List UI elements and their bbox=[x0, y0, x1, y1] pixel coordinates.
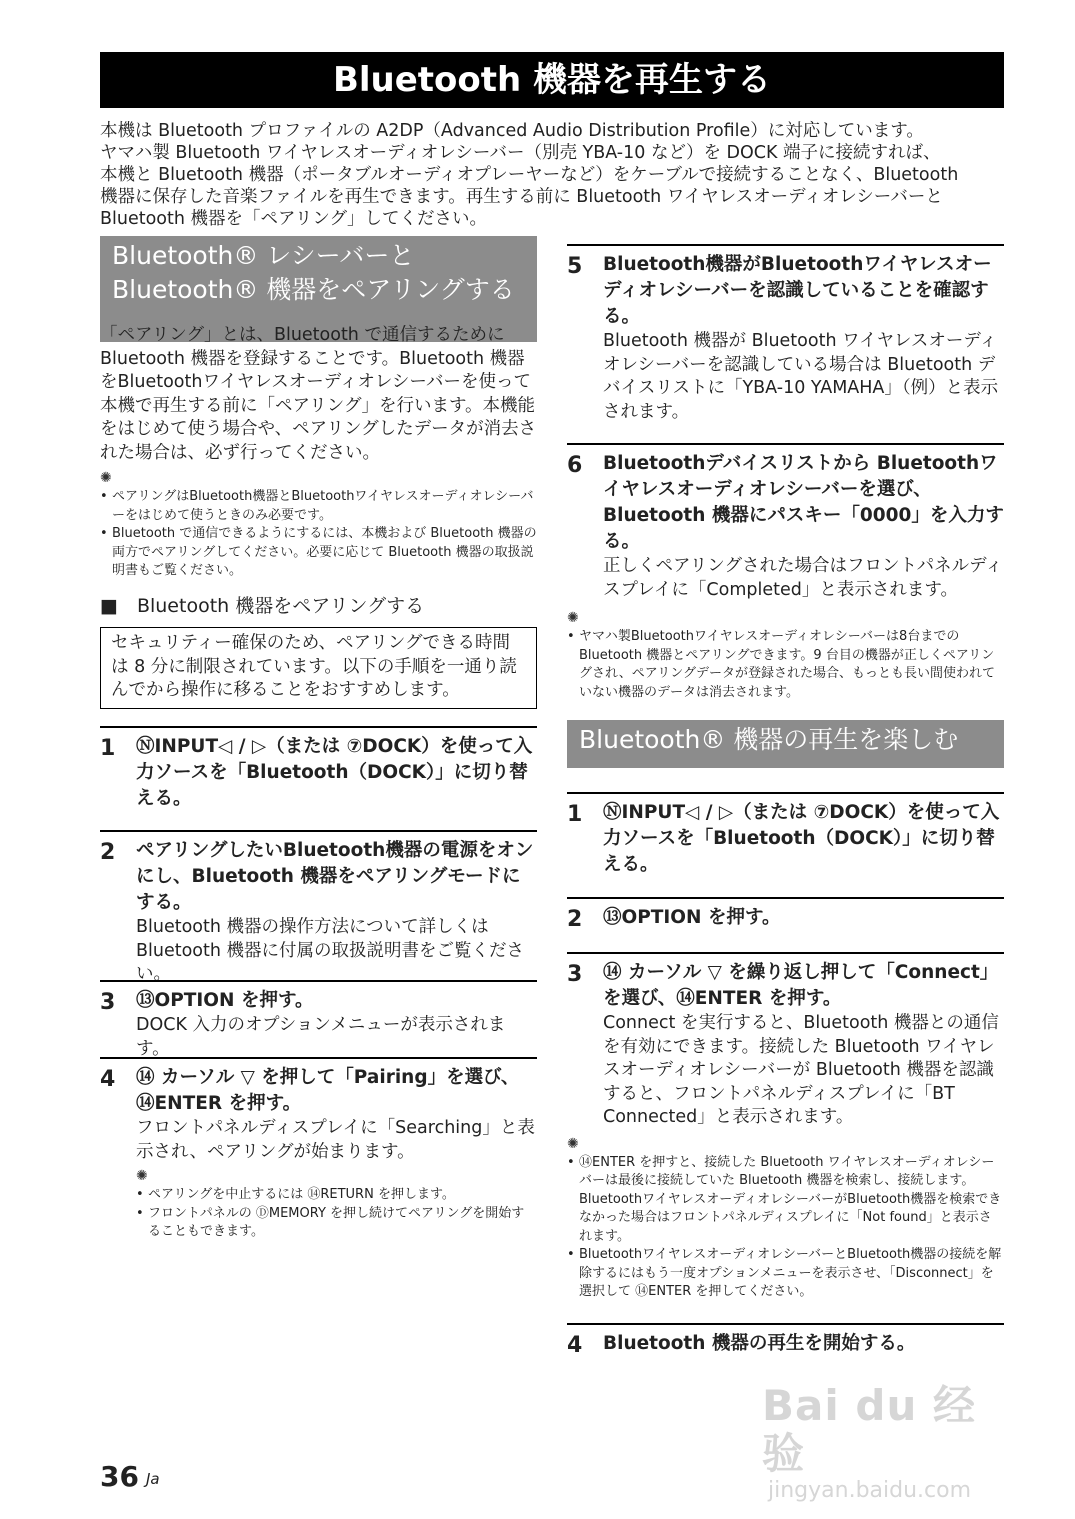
tip-icon: ✺ bbox=[567, 1135, 579, 1152]
baidu-watermark bbox=[762, 1381, 1012, 1503]
tip-icon: ✺ bbox=[567, 610, 579, 626]
pairing-step-1 bbox=[100, 726, 537, 812]
intro-line: 本機と Bluetooth 機器（ポータブルオーディオプレーヤーなど）をケーブルで接続することなく、Bluetooth bbox=[100, 165, 959, 185]
step-number: 5 bbox=[567, 254, 583, 279]
step-number: 4 bbox=[100, 1067, 116, 1092]
note-item: • BluetoothワイヤレスオーディオレシーバーとBluetooth機器の接続を解除するにはもう一度オプションメニューを表示させ、「Disconnect」を選択して ⑭ENTER を押してください。 bbox=[567, 1246, 1004, 1302]
step-number: 2 bbox=[100, 840, 116, 865]
step-description: DOCK 入力のオプションメニューが表示されます。 bbox=[136, 1015, 506, 1059]
step-heading: ⓃINPUT◁ / ▷（または ⑦DOCK）を使って入力ソースを「Bluetooth（DOCK）」に切り替える。 bbox=[136, 736, 533, 809]
step-number: 3 bbox=[567, 962, 583, 987]
pairing-step-4 bbox=[100, 1057, 537, 1242]
note-item: • ⑭ENTER を押すと、接続した Bluetooth ワイヤレスオーディオレシーバーは最後に接続していた Bluetooth 機器を検索し、接続します。BluetoothワイヤレスオーディオレシーバーがBluetooth機器を検索できなかった場合はフロントパネルディスプレイに「Not found」と表示されます。 bbox=[567, 1154, 1004, 1247]
step-heading: ⑭ カーソル ▽ を押して「Pairing」を選び、⑭ENTER を押す。 bbox=[136, 1067, 520, 1114]
playback-step-3 bbox=[567, 952, 1004, 1302]
intro-line: 本機は Bluetooth プロファイルの A2DP（Advanced Audio Distribution Profile）に対応しています。 bbox=[100, 121, 924, 141]
step-notes bbox=[567, 610, 1004, 702]
step-notes bbox=[567, 1136, 1004, 1302]
watermark-url: jingyan.baidu.com bbox=[768, 1478, 972, 1503]
intro-paragraph bbox=[100, 120, 1004, 230]
step-description: フロントパネルディスプレイに「Searching」と表示され、ペアリングが始まります。 bbox=[136, 1118, 535, 1162]
pairing-notes bbox=[100, 470, 537, 581]
note-item: • Bluetooth で通信できるようにするには、本機および Bluetooth 機器の両方でペアリングしてください。必要に応じて Bluetooth 機器の取扱説明書もご覧ください。 bbox=[100, 525, 537, 581]
step-heading: Bluetoothデバイスリストから Bluetoothワイヤレスオーディオレシーバーを選び、Bluetooth 機器にパスキー「0000」を入力する。 bbox=[603, 453, 1004, 552]
step-heading: ペアリングしたいBluetooth機器の電源をオンにし、Bluetooth 機器をペアリングモードにする。 bbox=[136, 840, 534, 913]
heading-line: Bluetooth® レシーバーと bbox=[112, 241, 415, 270]
step-number: 2 bbox=[567, 907, 583, 932]
pairing-step-2 bbox=[100, 830, 537, 987]
step-number: 1 bbox=[100, 736, 116, 761]
intro-line: 機器に保存した音楽ファイルを再生できます。再生する前に Bluetooth ワイヤレスオーディオレシーバーと bbox=[100, 187, 943, 207]
tip-icon: ✺ bbox=[100, 470, 112, 486]
step-heading: ⓃINPUT◁ / ▷（または ⑦DOCK）を使って入力ソースを「Bluetooth（DOCK）」に切り替える。 bbox=[603, 802, 1000, 875]
note-item: • ペアリングを中止するには ⑭RETURN を押します。 bbox=[136, 1186, 537, 1205]
pairing-step-5 bbox=[567, 244, 1004, 424]
playback-step-2 bbox=[567, 897, 1004, 931]
note-item: • ペアリングはBluetooth機器とBluetoothワイヤレスオーディオレシーバーをはじめて使うときのみ必要です。 bbox=[100, 488, 537, 525]
pairing-step-3 bbox=[100, 980, 537, 1061]
step-heading: Bluetooth 機器の再生を開始する。 bbox=[603, 1333, 916, 1354]
step-heading: Bluetooth機器がBluetoothワイヤレスオーディオレシーバーを認識していることを確認する。 bbox=[603, 254, 992, 327]
step-number: 6 bbox=[567, 453, 583, 478]
step-number: 1 bbox=[567, 802, 583, 827]
step-number: 4 bbox=[567, 1333, 583, 1358]
note-item: • ヤマハ製Bluetoothワイヤレスオーディオレシーバーは8台までの Bluetooth 機器とペアリングできます。9 台目の機器が正しくペアリングされ、ペアリングデータが登録された場合、もっとも長い間使われていない機器のデータは消去されます。 bbox=[567, 628, 1004, 702]
step-heading: ⑭ カーソル ▽ を繰り返し押して「Connect」を選び、⑭ENTER を押す。 bbox=[603, 962, 999, 1009]
tip-icon: ✺ bbox=[136, 1168, 148, 1184]
watermark-logo-text: Bai du 经验 bbox=[762, 1381, 976, 1478]
playback-step-4 bbox=[567, 1323, 1004, 1357]
pairing-step-6 bbox=[567, 443, 1004, 702]
note-item: • フロントパネルの ⒹMEMORY を押し続けてペアリングを開始することもできます。 bbox=[136, 1205, 537, 1242]
step-number: 3 bbox=[100, 990, 116, 1015]
pairing-description: 「ペアリング」とは、Bluetooth で通信するために Bluetooth 機器を登録することです。Bluetooth 機器をBluetoothワイヤレスオーディオレシーバーを使って本機で再生する前に「ペアリング」を行います。本機能をはじめて使う場合や、ペアリングしたデータが消去された場合は、必ず行ってください。 bbox=[100, 325, 537, 463]
intro-line: Bluetooth 機器を「ペアリング」してください。 bbox=[100, 209, 487, 229]
heading-line: Bluetooth® 機器をペアリングする bbox=[112, 275, 515, 304]
step-notes bbox=[136, 1168, 537, 1242]
playback-section-heading: Bluetooth® 機器の再生を楽しむ bbox=[567, 720, 1004, 768]
security-notice-box: セキュリティー確保のため、ペアリングできる時間は 8 分に制限されています。以下の手順を一通り読んでから操作に移ることをおすすめします。 bbox=[100, 627, 537, 709]
page-language: Ja bbox=[146, 1470, 160, 1488]
intro-line: ヤマハ製 Bluetooth ワイヤレスオーディオレシーバー（別売 YBA-10 など）を DOCK 端子に接続すれば、 bbox=[100, 143, 941, 163]
step-description: 正しくペアリングされた場合はフロントパネルディスプレイに「Completed」と表示されます。 bbox=[603, 556, 1003, 600]
page-title: Bluetooth 機器を再生する bbox=[100, 52, 1004, 108]
step-description: Bluetooth 機器の操作方法について詳しくは Bluetooth 機器に付属の取扱説明書をご覧ください。 bbox=[136, 917, 525, 984]
page-number: 36 bbox=[100, 1460, 139, 1493]
playback-step-1 bbox=[567, 792, 1004, 878]
step-heading: ⑬OPTION を押す。 bbox=[603, 907, 781, 928]
step-description: Bluetooth 機器が Bluetooth ワイヤレスオーディオレシーバーを認識している場合は Bluetooth デバイスリストに「YBA-10 YAMAHA」（例）と表示されます。 bbox=[603, 331, 999, 422]
pairing-subheading: ■ Bluetooth 機器をペアリングする bbox=[100, 595, 425, 617]
step-description: Connect を実行すると、Bluetooth 機器との通信を有効にできます。接続した Bluetooth ワイヤレスオーディオレシーバーが Bluetooth 機器を認識すると、フロントパネルディスプレイに「BT Connected」と表示されます。 bbox=[603, 1013, 999, 1127]
step-heading: ⑬OPTION を押す。 bbox=[136, 990, 314, 1011]
